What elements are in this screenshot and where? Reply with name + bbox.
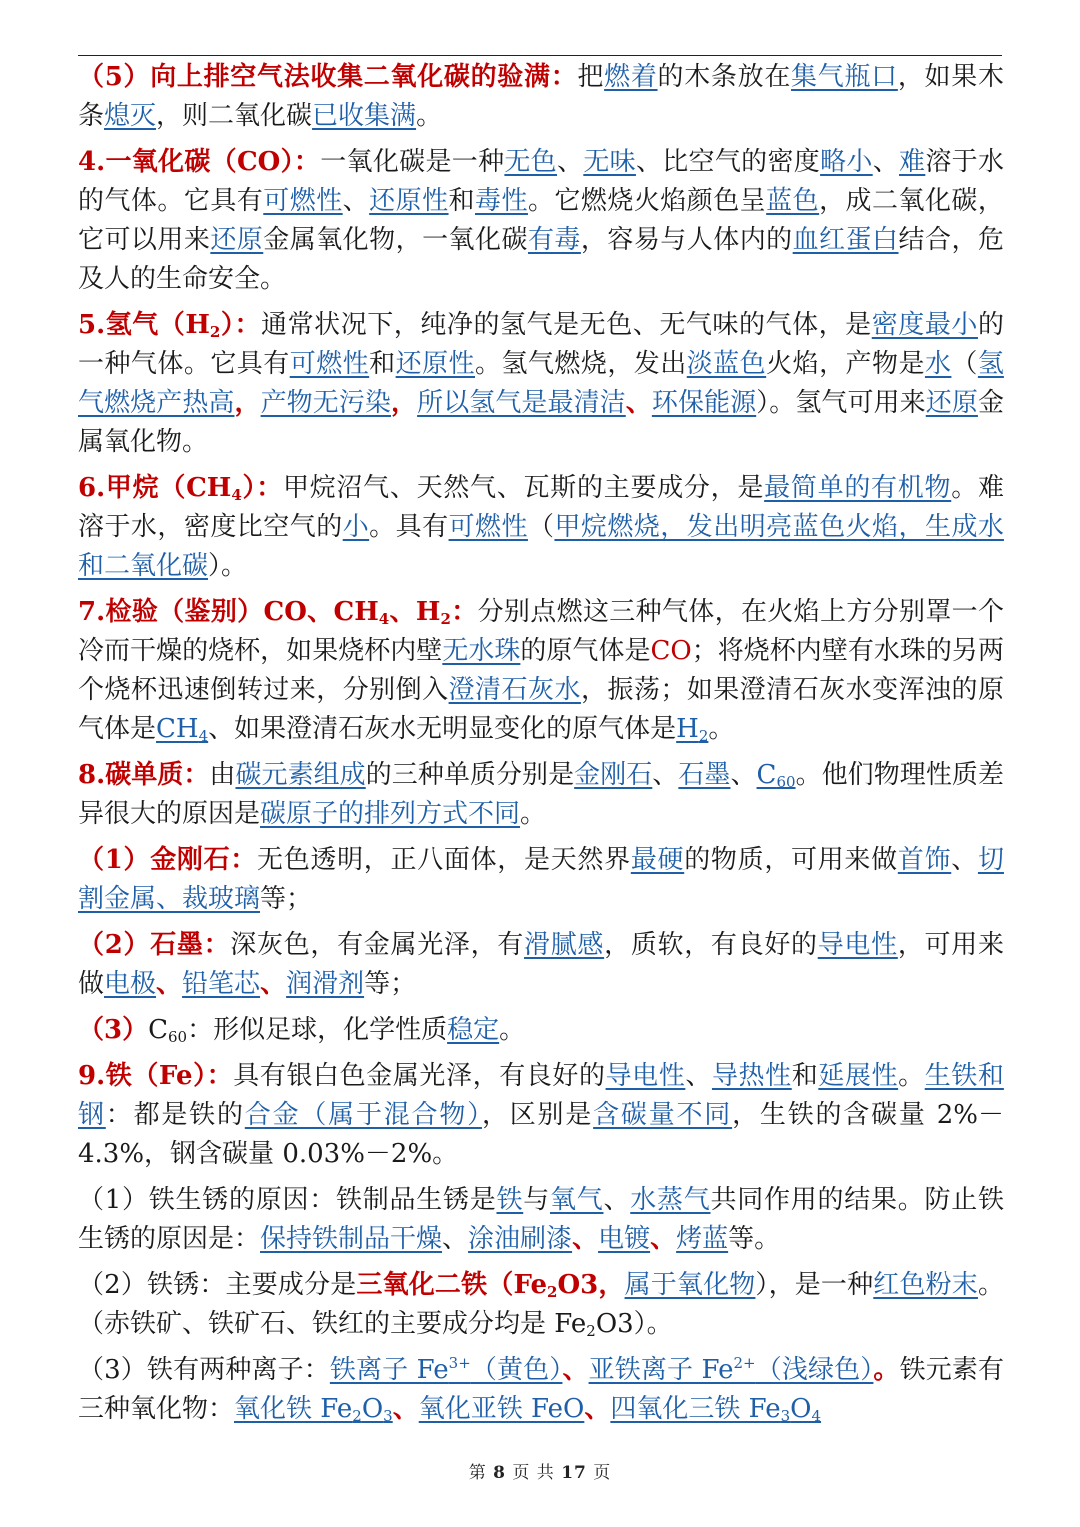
subscript: 4: [198, 727, 209, 745]
text: 、: [603, 1185, 631, 1215]
text: 、: [685, 1061, 712, 1091]
text: ），是一种: [755, 1270, 874, 1300]
keyword: 有毒: [527, 225, 581, 255]
separator: ，: [391, 388, 418, 418]
superscript: 2+: [733, 1354, 756, 1372]
formula: C: [148, 1015, 168, 1045]
heading-text: ：: [450, 597, 478, 627]
keyword: [234, 1394, 393, 1424]
heading: [78, 473, 283, 503]
paragraph-co2-check: [78, 58, 1004, 136]
keyword-text: 亚铁离子 Fe: [588, 1355, 734, 1385]
keyword: 小: [342, 512, 370, 542]
keyword: 还原性: [395, 349, 476, 379]
keyword: 合金（属于混合物）: [244, 1100, 482, 1130]
keyword: 还原: [210, 225, 264, 255]
text: 、: [951, 845, 978, 875]
keyword: 已收集满: [312, 101, 417, 131]
text: ）。: [208, 551, 248, 581]
red-formula: CO: [650, 636, 692, 666]
text: 。（赤铁矿、铁矿石、铁红的主要成分均是 Fe: [78, 1270, 1004, 1339]
header-rule: [78, 55, 1002, 56]
keyword-text: （浅绿色）: [755, 1355, 874, 1385]
heading-text: 5.氢气（H: [78, 310, 210, 340]
subscript: 4: [378, 610, 390, 628]
keyword: 烤蓝: [676, 1224, 729, 1254]
text: ，振荡；如果澄清石灰水变浑浊的原气体是: [78, 675, 1004, 744]
paragraph-diamond: [78, 841, 1004, 919]
text: （3）铁有两种离子：: [78, 1355, 330, 1385]
paragraph-hydrogen: [78, 306, 1004, 462]
keyword-text: O: [790, 1394, 812, 1424]
text: 的物质，可用来做: [684, 845, 898, 875]
keyword: [589, 1355, 874, 1385]
keyword: 氧气: [549, 1185, 604, 1215]
text: ，则二氧化碳: [156, 101, 313, 131]
text: 等。: [728, 1224, 781, 1254]
footer-text: 页 共: [512, 1463, 555, 1483]
subscript: 3: [383, 1407, 393, 1425]
keyword: [330, 1355, 563, 1385]
text: 由: [209, 760, 236, 790]
keyword: 保持铁制品干燥: [260, 1224, 443, 1254]
text: 。: [416, 101, 443, 131]
paragraph-rust-cause: [78, 1181, 1004, 1259]
text: ：都是铁的: [105, 1100, 245, 1130]
keyword: 还原: [925, 388, 978, 418]
text: 。具有: [369, 512, 449, 542]
heading: （1）金刚石：: [78, 845, 257, 875]
page-number: 8: [493, 1463, 506, 1483]
separator: 、: [650, 1224, 677, 1254]
heading-text: ）：: [241, 473, 283, 503]
paragraph-carbon-monoxide: [78, 143, 1004, 299]
separator: 、: [572, 1224, 599, 1254]
keyword: 最硬: [630, 845, 685, 875]
keyword: 蓝色: [766, 186, 820, 216]
keyword: 生铁和钢: [78, 1061, 1004, 1130]
keyword-text: O: [361, 1394, 384, 1424]
keyword: 最简单的有机物: [764, 473, 952, 503]
text: 。: [499, 1015, 526, 1045]
text: 和: [369, 349, 396, 379]
text: 。它燃烧火焰颜色呈: [527, 186, 767, 216]
keyword: 环保能源: [651, 388, 757, 418]
superscript: 3+: [448, 1354, 471, 1372]
separator: 、: [260, 969, 287, 999]
subscript: 2: [547, 1283, 558, 1301]
keyword: [676, 714, 708, 744]
keyword: 淡蓝色: [686, 349, 767, 379]
heading: [78, 597, 478, 627]
text: 。: [898, 1061, 925, 1091]
text: 共同作用的结果。防止铁生锈的原因是：: [78, 1185, 1004, 1254]
text: ，容易与人体内的: [580, 225, 793, 255]
formula: H: [676, 714, 699, 744]
text: ，如果木条: [78, 62, 1004, 131]
footer-text: 第: [468, 1463, 487, 1483]
keyword: 毒性: [475, 186, 528, 216]
heading: [78, 310, 261, 340]
separator: 。: [873, 1355, 900, 1385]
text: 等；: [364, 969, 417, 999]
text: ；将烧杯内壁有水珠的另两个烧杯迅速倒转过来，分别倒入: [78, 636, 1004, 705]
text: 、: [557, 147, 584, 177]
text: 无色透明，正八面体，是天然界: [257, 845, 631, 875]
text: 、: [730, 760, 757, 790]
keyword: 氧化亚铁 FeO: [418, 1394, 585, 1424]
keyword: 可燃性: [263, 186, 343, 216]
red-text: O3，: [557, 1270, 625, 1300]
keyword: 涂油刷漆: [468, 1224, 573, 1254]
text: ）。氢气可用来: [756, 388, 926, 418]
text: 。难溶于水，密度比空气的: [78, 473, 1004, 542]
separator: 、: [156, 969, 183, 999]
keyword: 滑腻感: [524, 930, 605, 960]
text: 、: [342, 186, 370, 216]
text: 金属氧化物，一氧化碳: [263, 225, 528, 255]
text: （2）铁锈：主要成分是: [78, 1270, 357, 1300]
subscript: 2: [698, 727, 709, 745]
text: 、: [442, 1224, 469, 1254]
keyword: 首饰: [897, 845, 952, 875]
paragraph-graphite: [78, 926, 1004, 1004]
separator: 、: [562, 1355, 589, 1385]
keyword: 延展性: [818, 1061, 899, 1091]
text: ，质软，有良好的: [604, 930, 818, 960]
red-text: 三氧化二铁（Fe: [356, 1270, 548, 1300]
separator: ，: [234, 388, 261, 418]
keyword: 无味: [583, 147, 636, 177]
text: 分别点燃这三种气体，在火焰上方分别罩一个冷而干燥的烧杯，如果烧杯内壁: [78, 597, 1004, 666]
text: 。氢气燃烧，发出: [475, 349, 687, 379]
subscript: 2: [586, 1322, 596, 1340]
text: （1）铁生锈的原因：铁制品生锈是: [78, 1185, 497, 1215]
text: 把: [577, 62, 605, 92]
keyword: 碳元素组成: [235, 760, 366, 790]
keyword: 可燃性: [448, 512, 528, 542]
paragraph-c60: [78, 1011, 1004, 1050]
text: 的三种单质分别是: [365, 760, 575, 790]
keyword: 产物无污染: [260, 388, 392, 418]
keyword: [156, 714, 208, 744]
subscript: 3: [780, 1407, 791, 1425]
keyword: 铁: [496, 1185, 524, 1215]
text: 和: [791, 1061, 819, 1091]
subscript: 60: [168, 1028, 188, 1046]
text: ，区别是: [481, 1100, 594, 1130]
page-total: 17: [561, 1463, 587, 1483]
separator: 、: [392, 1394, 419, 1424]
paragraph-gas-test: [78, 593, 1004, 749]
keyword: 难: [899, 147, 926, 177]
paragraph-iron: [78, 1057, 1004, 1174]
keyword-text: 氧化铁 Fe: [234, 1394, 353, 1424]
keyword: 属于氧化物: [624, 1270, 756, 1300]
heading-text: 、H: [389, 597, 441, 627]
keyword: 石墨: [678, 760, 731, 790]
footer-text: 页: [593, 1463, 612, 1483]
separator: 、: [625, 388, 652, 418]
keyword: 水: [924, 349, 952, 379]
keyword: [757, 760, 796, 790]
keyword: 铅笔芯: [182, 969, 261, 999]
separator: 、: [584, 1394, 611, 1424]
text: 和: [448, 186, 476, 216]
text: 具有银白色金属光泽，有良好的: [233, 1061, 606, 1091]
page-footer: [0, 1458, 1080, 1483]
keyword: 水蒸气: [630, 1185, 711, 1215]
text: 、比空气的密度: [635, 147, 821, 177]
text: 深灰色，有金属光泽，有: [230, 930, 525, 960]
keyword: 燃着: [604, 62, 658, 92]
paragraph-iron-ions: [78, 1351, 1004, 1429]
text: 结合，危及人的生命安全。: [78, 225, 1004, 294]
subscript: 4: [811, 1407, 822, 1425]
heading: 9.铁（Fe）：: [78, 1061, 234, 1091]
keyword: 无色: [504, 147, 557, 177]
heading-text: 7.检验（鉴别）CO、CH: [78, 597, 379, 627]
text: 金属氧化物。: [78, 388, 1004, 457]
keyword: 含碳量不同: [593, 1100, 733, 1130]
text: （: [527, 512, 555, 542]
subscript: 2: [209, 323, 221, 341]
keyword: 熄灭: [104, 101, 157, 131]
text: ，生铁的含碳量 2%－4.3%，钢含碳量 0.03%－2%。: [78, 1100, 1004, 1169]
subscript: 2: [352, 1407, 362, 1425]
keyword-text: （黄色）: [470, 1355, 563, 1385]
formula: C: [756, 760, 777, 790]
text: （: [951, 349, 978, 379]
keyword: 稳定: [447, 1015, 500, 1045]
keyword: 红色粉末: [873, 1270, 978, 1300]
heading-text: 6.甲烷（CH: [78, 473, 232, 503]
heading: 8.碳单质：: [78, 760, 210, 790]
text: 通常状况下，纯净的氢气是无色、无气味的气体，是: [261, 310, 872, 340]
text: 、: [872, 147, 900, 177]
keyword: 血红蛋白: [792, 225, 899, 255]
keyword: [610, 1394, 821, 1424]
keyword: 电镀: [598, 1224, 651, 1254]
text: ，可用来做: [78, 930, 1004, 999]
text: 的一种气体。它具有: [78, 310, 1004, 379]
keyword: 略小: [820, 147, 873, 177]
keyword: 甲烷燃烧，发出明亮蓝色火焰，生成水和二氧化碳: [78, 512, 1004, 581]
text: 火焰，产物是: [766, 349, 925, 379]
keyword: 导电性: [605, 1061, 686, 1091]
subscript: 4: [231, 486, 242, 504]
keyword: 密度最小: [871, 310, 978, 340]
keyword: 氢气燃烧产热高: [78, 349, 1004, 418]
paragraph-methane: [78, 469, 1004, 586]
keyword: 碳原子的排列方式不同: [260, 799, 521, 829]
keyword: 切割金属、裁玻璃: [78, 845, 1004, 914]
keyword: 可燃性: [289, 349, 370, 379]
heading-text: ）：: [220, 310, 262, 340]
text: 、如果澄清石灰水无明显变化的原气体是: [208, 714, 677, 744]
text: 。: [708, 714, 735, 744]
keyword: 还原性: [369, 186, 449, 216]
paragraph-carbon-elements: [78, 756, 1004, 834]
text: ：形似足球，化学性质: [187, 1015, 448, 1045]
keyword: 无水珠: [442, 636, 521, 666]
subscript: 2: [440, 610, 451, 628]
formula: CH: [156, 714, 199, 744]
document-body: [78, 58, 1004, 1436]
text: 与: [523, 1185, 550, 1215]
heading: （5）向上排空气法收集二氧化碳的验满：: [78, 62, 578, 92]
paragraph-rust: [78, 1266, 1004, 1344]
keyword-text: 四氧化三铁 Fe: [610, 1394, 781, 1424]
keyword: 金刚石: [574, 760, 653, 790]
text: 。他们物理性质差异很大的原因是: [78, 760, 1004, 829]
text: 铁元素有三种氧化物：: [78, 1355, 1004, 1424]
keyword: 导电性: [817, 930, 898, 960]
text: 溶于水的气体。它具有: [78, 147, 1004, 216]
red-term: [356, 1270, 624, 1300]
heading: （2）石墨：: [78, 930, 231, 960]
text: 。: [520, 799, 547, 829]
text: ，成二氧化碳，它可以用来: [78, 186, 1004, 255]
keyword: 电极: [104, 969, 157, 999]
text: 甲烷沼气、天然气、瓦斯的主要成分，是: [282, 473, 765, 503]
heading: （3）: [78, 1015, 149, 1045]
keyword: 澄清石灰水: [448, 675, 581, 705]
text: 一氧化碳是一种: [320, 147, 505, 177]
heading: 4.一氧化碳（CO）：: [78, 147, 321, 177]
text: 、: [652, 760, 679, 790]
text: 等；: [260, 884, 313, 914]
subscript: 60: [776, 773, 796, 791]
keyword: 导热性: [711, 1061, 792, 1091]
keyword-text: 铁离子 Fe: [329, 1355, 449, 1385]
keyword: 所以氢气是最清洁: [417, 388, 626, 418]
keyword: 集气瓶口: [791, 62, 898, 92]
keyword: 润滑剂: [286, 969, 365, 999]
text: 的原气体是: [520, 636, 651, 666]
text: O3）。: [595, 1309, 673, 1339]
text: 的木条放在: [657, 62, 792, 92]
